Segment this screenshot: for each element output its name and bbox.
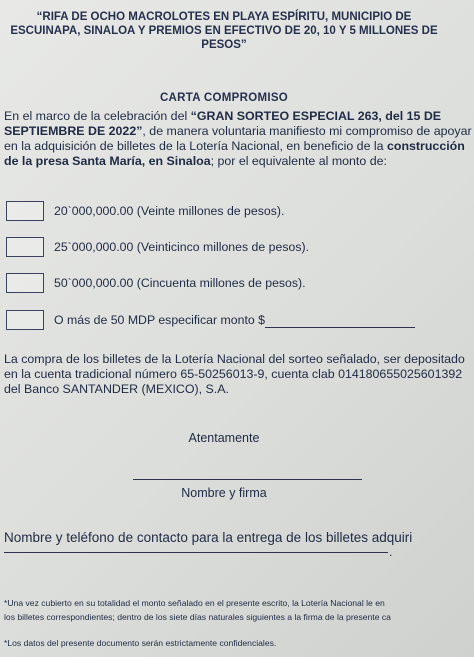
intro-text-1: En el marco de la celebración del [4,109,191,123]
option-label-20m: 20`000,000.00 (Veinte millones de pesos). [54,204,285,218]
footnote-1-line-1: *Una vez cubierto en su totalidad el monto señalado en el presente escrito, la Lotería Nacional le en [4,598,385,608]
signature-line[interactable] [133,479,362,480]
contact-line[interactable] [4,552,388,553]
intro-text-2: , de manera voluntaria manifiesto mi compromiso de apoyar en la adquisición de billetes de la Lotería Nacional, en beneficio de la [4,124,472,153]
purchase-paragraph: La compra de los billetes de la Lotería Nacional del sorteo señalado, ser depositado en la cuenta tradicional número 65-50256013-9, cuenta clab 014180655025601392 del Banco SANTANDER (MEXICO), S.A. [4,352,465,396]
intro-text-3: ; por el equivalente al monto de: [210,154,387,168]
checkbox-20m[interactable] [6,201,44,221]
option-row-25m [6,237,309,257]
option-row-20m [6,201,284,221]
checkbox-25m[interactable] [6,237,44,257]
amount-line[interactable] [265,313,415,328]
footnote-1-line-2: los billetes correspondientes; dentro de los siete días naturales siguientes a la firma de la presente ca [4,612,391,622]
checkbox-50m[interactable] [6,273,44,293]
signature-label: Nombre y firma [181,486,267,500]
option-row-other [6,310,415,330]
checkbox-other[interactable] [6,310,44,330]
intro-bold-2: construcción de la presa Santa María, en Sinaloa [4,139,465,168]
header-line-1: “RIFA DE OCHO MACROLOTES EN PLAYA ESPÍRITU, MUNICIPIO DE [36,11,412,23]
option-label-other: O más de 50 MDP especificar monto $ [54,313,265,327]
option-label-25m: 25`000,000.00 (Veinticinco millones de pesos). [54,240,309,254]
document-title: CARTA COMPROMISO [159,92,289,104]
contact-label: Nombre y teléfono de contacto para la entrega de los billetes adquiri [4,530,413,545]
header-line-2: ESCUINAPA, SINALOA Y PREMIOS EN EFECTIVO DE 20, 10 Y 5 MILLONES DE [10,25,438,37]
footnote-1 [4,596,474,624]
closing-text: Atentamente [188,431,260,445]
option-row-50m [6,273,306,293]
header-line-3: PESOS” [201,39,247,51]
footnote-2: *Los datos del presente documento serán estrictamente confidenciales. [4,638,277,648]
intro-bold-1: “GRAN SORTEO ESPECIAL 263, del 15 DE SEPTIEMBRE DE 2022” [4,109,442,138]
option-label-50m: 50`000,000.00 (Cincuenta millones de pesos). [54,276,306,290]
period-mark: . [389,545,393,559]
intro-paragraph [4,109,474,169]
